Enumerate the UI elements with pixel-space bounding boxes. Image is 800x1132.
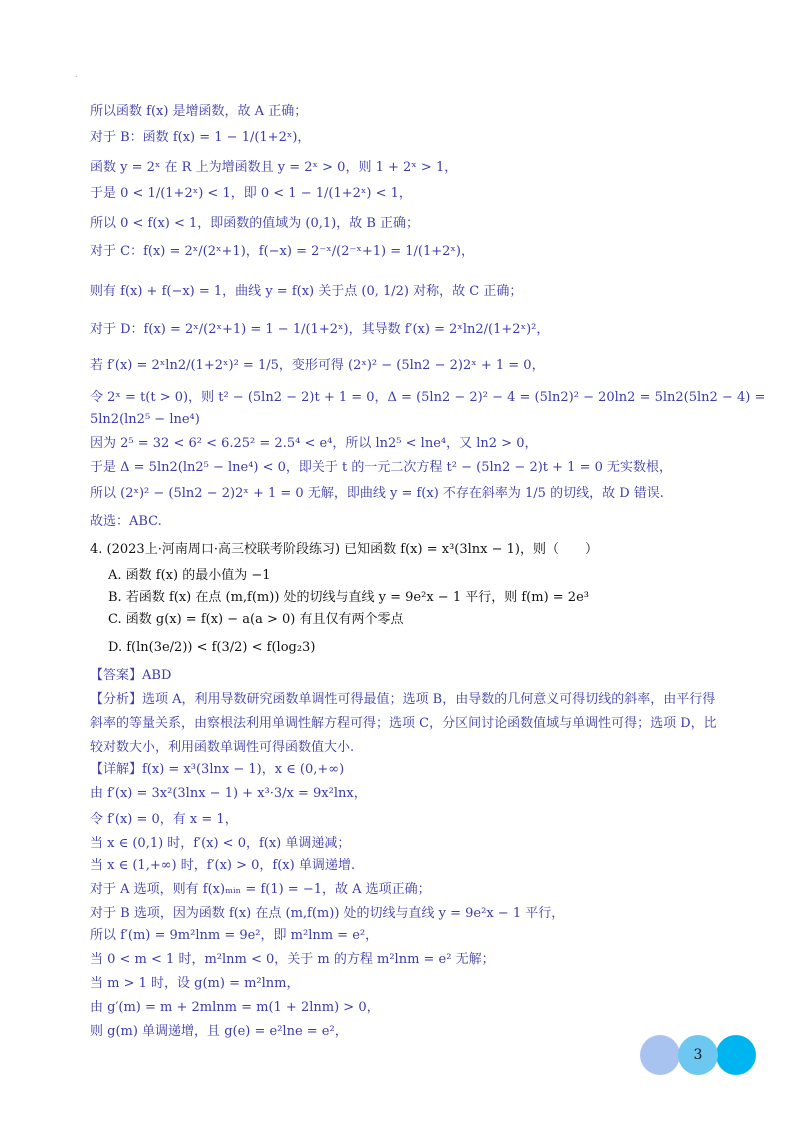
answer-line: 【答案】ABD (90, 668, 172, 683)
option-b: B. 若函数 f(x) 在点 (m,f(m)) 处的切线与直线 y = 9e²x − 1 平行，则 f(m) = 2e³ (108, 590, 589, 605)
badge-circle-right (716, 1035, 756, 1075)
badge-circle-left (640, 1035, 680, 1075)
detail-line: 当 x ∈ (0,1) 时，f′(x) < 0，f(x) 单调递减； (90, 836, 351, 851)
detail-line: 当 0 < m < 1 时，m²lnm < 0，关于 m 的方程 m²lnm = e² 无解； (90, 952, 495, 967)
detail-line: 【详解】f(x) = x³(3lnx − 1)，x ∈ (0,+∞) (90, 762, 345, 777)
page-number-badge (640, 1035, 760, 1075)
option-d: D. f(ln(3e/2)) < f(3/2) < f(log₂3) (108, 640, 316, 655)
analysis-line: 【分析】选项 A，利用导数研究函数单调性可得最值；选项 B，由导数的几何意义可得切线的斜率，由平行得 (90, 692, 716, 707)
question-stem (90, 542, 598, 558)
detail-line: 则 g(m) 单调递增，且 g(e) = e²lne = e²， (90, 1024, 348, 1039)
solution-line: 对于 B：函数 f(x) = 1 − 1/(1+2ˣ)， (90, 130, 311, 145)
option-c: C. 函数 g(x) = f(x) − a(a > 0) 有且仅有两个零点 (108, 612, 404, 627)
detail-line: 由 f′(x) = 3x²(3lnx − 1) + x³·3/x = 9x²lnx， (90, 786, 367, 801)
solution-line: 故选：ABC. (90, 514, 162, 529)
solution-line: 函数 y = 2ˣ 在 R 上为增函数且 y = 2ˣ > 0，则 1 + 2ˣ > 1， (90, 160, 458, 175)
question-text: (2023上·河南周口·高三校联考阶段练习) 已知函数 f(x) = x³(3lnx − 1)，则（ ） (106, 542, 598, 557)
solution-line: 所以函数 f(x) 是增函数，故 A 正确； (90, 104, 308, 119)
solution-line: 对于 C：f(x) = 2ˣ/(2ˣ+1)，f(−x) = 2⁻ˣ/(2⁻ˣ+1) = 1/(1+2ˣ)， (90, 244, 474, 259)
detail-line: 当 x ∈ (1,+∞) 时，f′(x) > 0，f(x) 单调递增. (90, 858, 355, 873)
solution-line: 因为 2⁵ = 32 < 6² < 6.25² = 2.5⁴ < e⁴，所以 ln2⁵ < lne⁴，又 ln2 > 0， (90, 436, 538, 451)
solution-line: 则有 f(x) + f(−x) = 1，曲线 y = f(x) 关于点 (0, 1/2) 对称，故 C 正确； (90, 284, 523, 299)
question-number: 4. (90, 542, 103, 557)
solution-line: 于是 Δ = 5ln2(ln2⁵ − lne⁴) < 0，即关于 t 的一元二次方程 t² − (5ln2 − 2)t + 1 = 0 无实数根， (90, 460, 672, 475)
analysis-line: 斜率的等量关系，由察根法利用单调性解方程可得；选项 C，分区间讨论函数值域与单调性可得；选项 D，比 (90, 716, 717, 731)
solution-line: 对于 D：f(x) = 2ˣ/(2ˣ+1) = 1 − 1/(1+2ˣ)，其导数 f′(x) = 2ˣln2/(1+2ˣ)²， (90, 322, 550, 337)
detail-line: 令 f′(x) = 0，有 x = 1， (90, 812, 238, 827)
detail-line: 对于 A 选项，则有 f(x)ₘᵢₙ = f(1) = −1，故 A 选项正确； (90, 882, 431, 897)
detail-line: 当 m > 1 时，设 g(m) = m²lnm， (90, 976, 300, 991)
detail-line: 对于 B 选项，因为函数 f(x) 在点 (m,f(m)) 处的切线与直线 y = 9e²x − 1 平行， (90, 906, 565, 921)
detail-line: 由 g′(m) = m + 2mlnm = m(1 + 2lnm) > 0， (90, 1000, 380, 1015)
solution-line: 所以 0 < f(x) < 1，即函数的值域为 (0,1)，故 B 正确； (90, 216, 420, 231)
detail-line: 所以 f′(m) = 9m²lnm = 9e²，即 m²lnm = e²， (90, 928, 379, 943)
option-a: A. 函数 f(x) 的最小值为 −1 (108, 568, 271, 583)
page-number: 3 (678, 1035, 718, 1075)
analysis-line: 较对数大小，利用函数单调性可得函数值大小. (90, 740, 355, 755)
header-mark: . (75, 70, 78, 79)
solution-line: 所以 (2ˣ)² − (5ln2 − 2)2ˣ + 1 = 0 无解，即曲线 y = f(x) 不存在斜率为 1/5 的切线，故 D 错误. (90, 486, 664, 501)
solution-line: 令 2ˣ = t(t > 0)，则 t² − (5ln2 − 2)t + 1 = 0，Δ = (5ln2 − 2)² − 4 = (5ln2)² − 20ln2 = 5ln2(5ln2 − 4) = (90, 390, 766, 405)
solution-line: 于是 0 < 1/(1+2ˣ) < 1，即 0 < 1 − 1/(1+2ˣ) < 1， (90, 186, 412, 201)
solution-line: 若 f′(x) = 2ˣln2/(1+2ˣ)² = 1/5，变形可得 (2ˣ)² − (5ln2 − 2)2ˣ + 1 = 0， (90, 358, 545, 373)
solution-line: 5ln2(ln2⁵ − lne⁴) (90, 412, 200, 427)
